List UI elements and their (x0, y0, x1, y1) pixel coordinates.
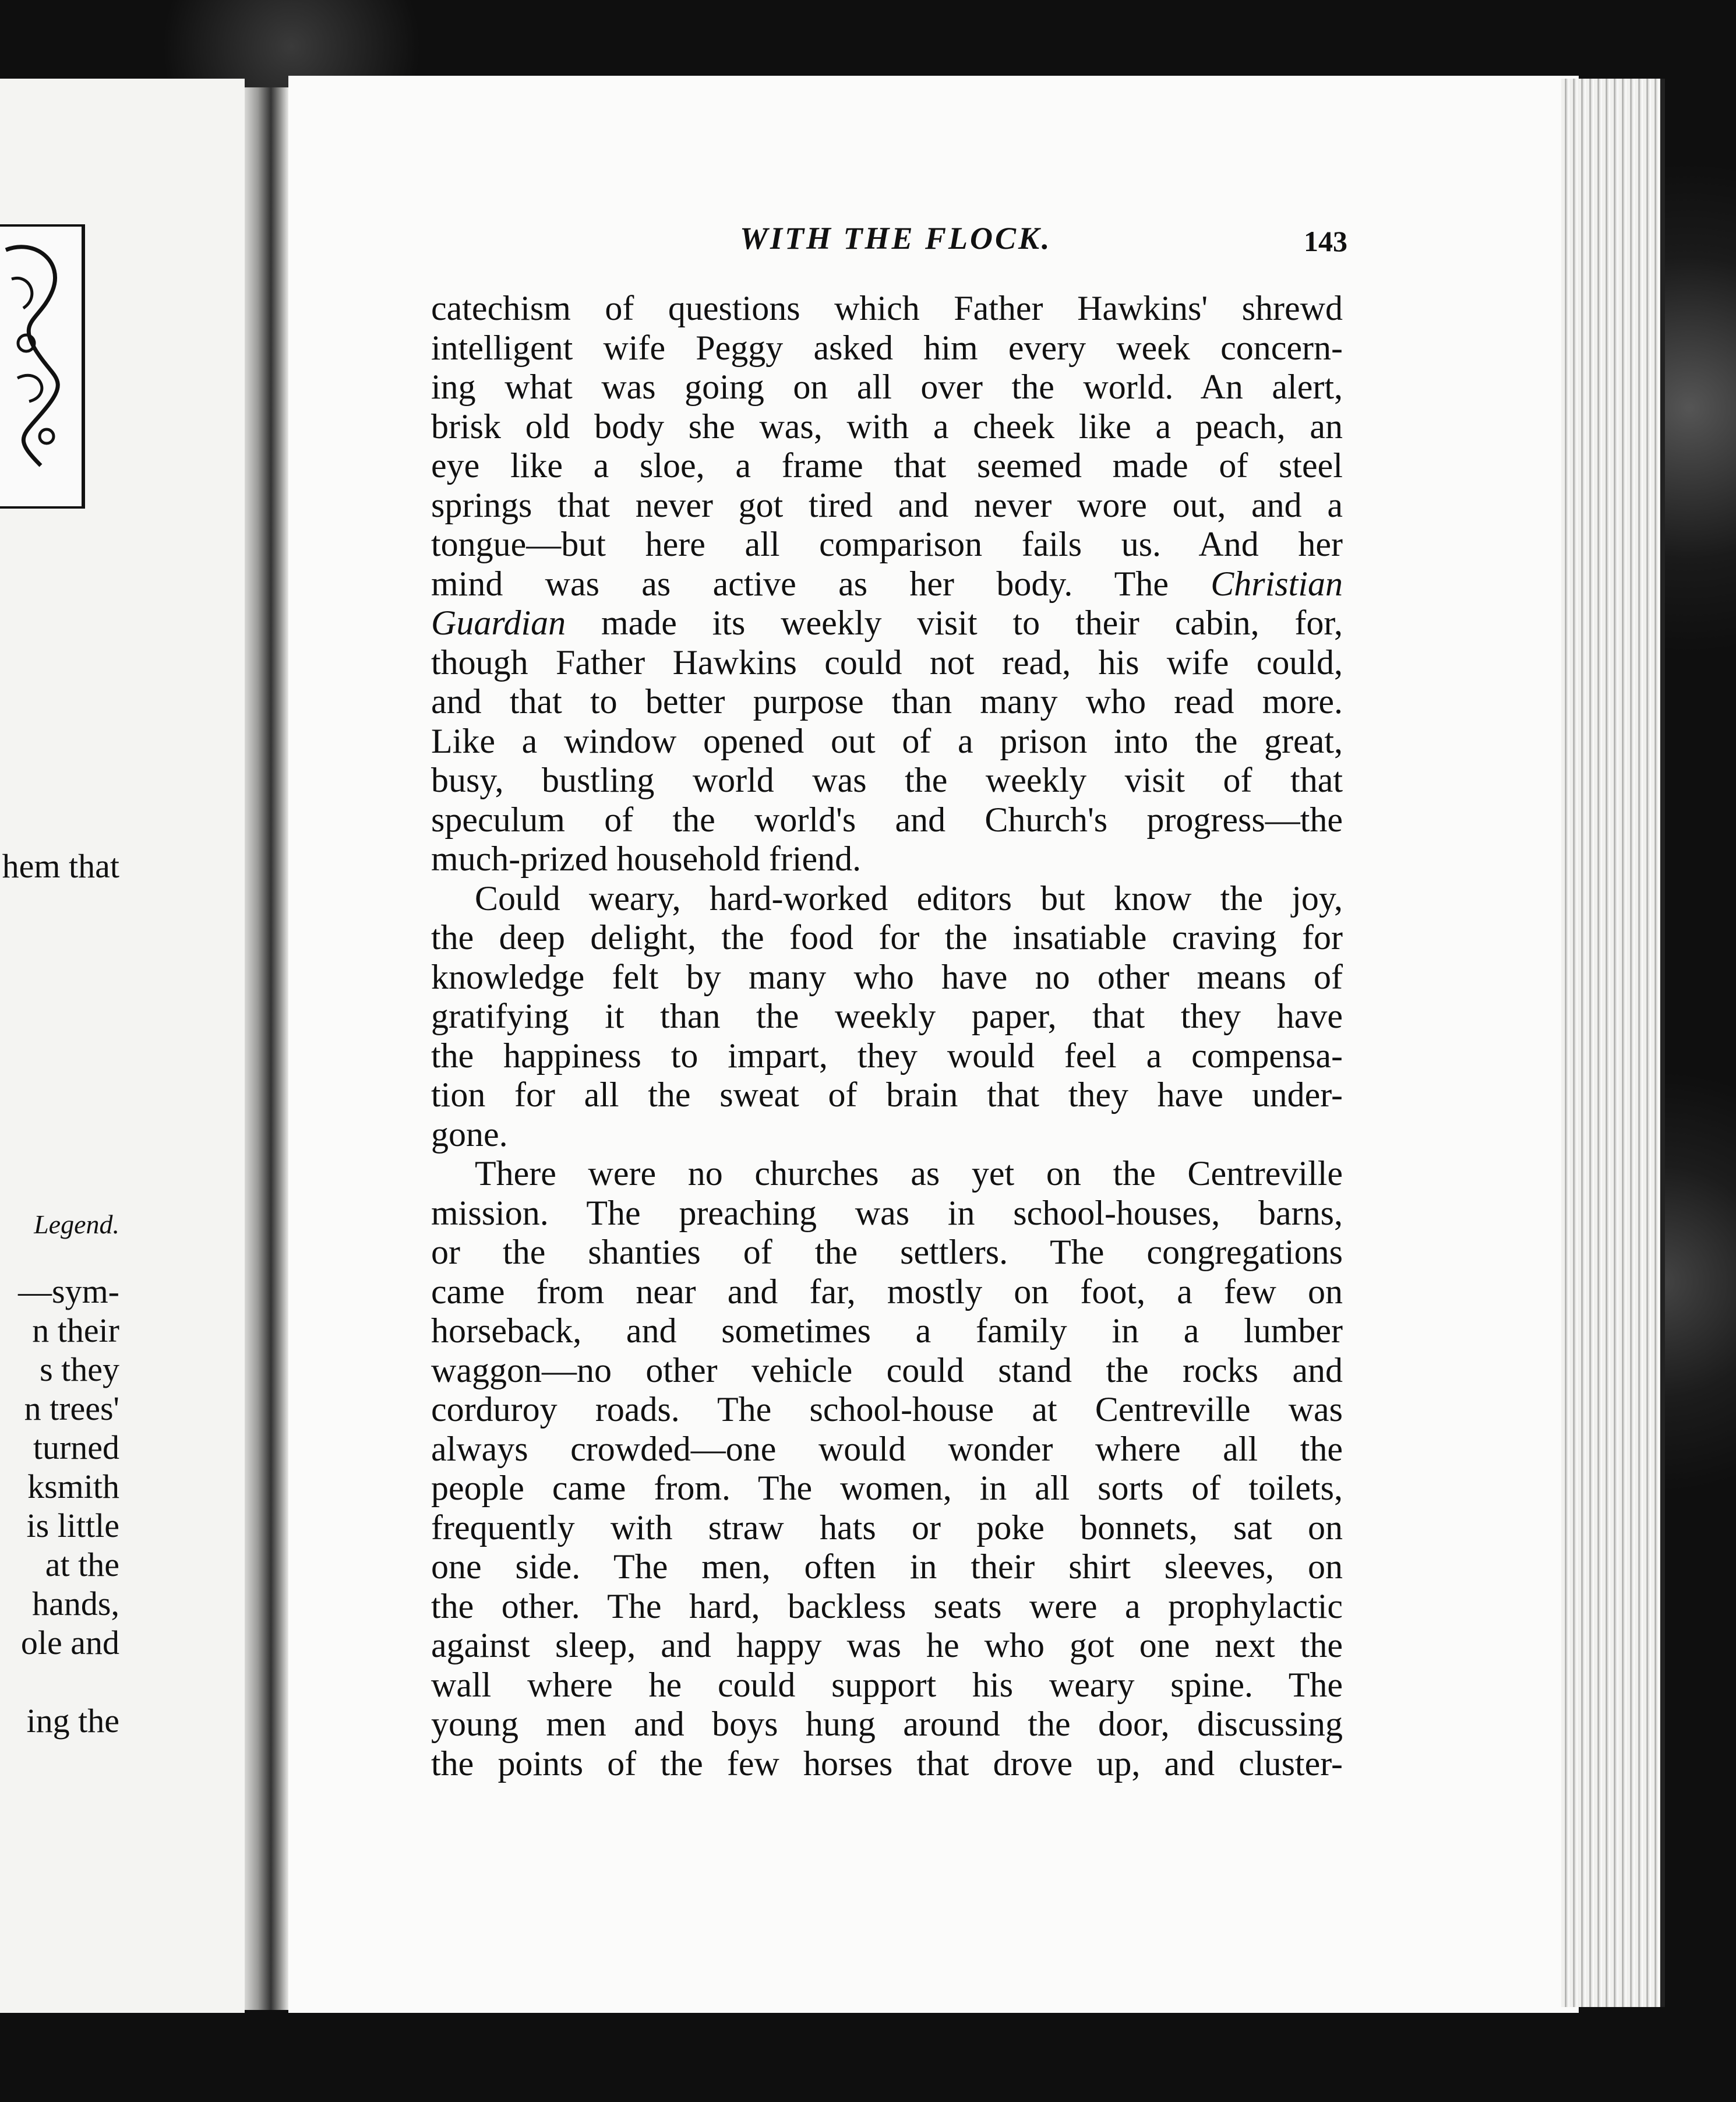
text-line: people came from. The women, in all sorts of toilets, (431, 1469, 1343, 1507)
text-line: eye like a sloe, a frame that seemed made of steel (431, 446, 1343, 485)
text-line: busy, bustling world was the weekly visit of that (431, 761, 1343, 799)
running-head: WITH THE FLOCK. (740, 221, 1052, 256)
text-line: springs that never got tired and never wore out, and a (431, 485, 1343, 524)
text-line: came from near and far, mostly on foot, a few on (431, 1272, 1343, 1311)
text-line: the happiness to impart, they would feel a compensa- (431, 1036, 1343, 1075)
text-line: and that to better purpose than many who read more. (431, 682, 1343, 721)
left-line: n their (32, 1311, 119, 1349)
italic-segment: Guardian (431, 604, 566, 642)
text-line: the points of the few horses that drove up, and cluster- (431, 1744, 1343, 1783)
text-line: brisk old body she was, with a cheek like a peach, an (431, 407, 1343, 446)
text-line: tongue—but here all comparison fails us. And her (431, 525, 1343, 563)
left-line: is little (26, 1507, 119, 1544)
text-segment: made its weekly visit to their cabin, for, (566, 604, 1343, 642)
left-line: ole and (20, 1624, 119, 1662)
left-line: ing the (26, 1702, 119, 1740)
text-segment: mind was as active as her body. The (431, 564, 1211, 603)
left-line: s they (40, 1350, 119, 1388)
text-line: catechism of questions which Father Hawkins' shrewd (431, 289, 1343, 327)
left-line: at the (45, 1546, 119, 1583)
text-line: corduroy roads. The school-house at Centreville was (431, 1390, 1343, 1429)
text-line: Like a window opened out of a prison into the great, (431, 721, 1343, 760)
text-line: much-prized household friend. (431, 840, 862, 878)
text-line: ing what was going on all over the world. An alert, (431, 368, 1343, 406)
left-line-legend: Legend. (34, 1209, 119, 1239)
text-line: or the shanties of the settlers. The congregations (431, 1233, 1343, 1271)
page-edges (1561, 79, 1665, 2007)
text-line: knowledge felt by many who have no other means of (431, 957, 1343, 996)
left-line: —sym- (18, 1272, 119, 1310)
text-line: mission. The preaching was in school-houses, barns, (431, 1193, 1343, 1232)
text-line (431, 565, 1343, 604)
text-line: young men and boys hung around the door, discussing (431, 1705, 1343, 1743)
left-line: ksmith (27, 1468, 119, 1505)
text-line: one side. The men, often in their shirt sleeves, on (431, 1547, 1343, 1586)
body-text (431, 289, 1343, 1783)
italic-segment: Christian (1211, 564, 1343, 603)
text-line: frequently with straw hats or poke bonnets, sat on (431, 1508, 1343, 1547)
text-line: tion for all the sweat of brain that they have under- (431, 1075, 1343, 1114)
text-line: intelligent wife Peggy asked him every week concern- (431, 328, 1343, 367)
ornament-frame (0, 224, 85, 509)
text-line: There were no churches as yet on the Centreville (475, 1154, 1343, 1193)
text-line: waggon—no other vehicle could stand the rocks and (431, 1350, 1343, 1389)
left-line: n trees' (24, 1389, 119, 1427)
page-number: 143 (1304, 225, 1347, 258)
text-line: against sleep, and happy was he who got one next the (431, 1626, 1343, 1664)
book-gutter (245, 87, 288, 2010)
text-line: the deep delight, the food for the insatiable craving for (431, 918, 1343, 957)
text-line: horseback, and sometimes a family in a lumber (431, 1311, 1343, 1350)
text-line: gratifying it than the weekly paper, that they have (431, 997, 1343, 1035)
text-line: Could weary, hard-worked editors but know the joy, (475, 879, 1343, 918)
text-line: always crowded—one would wonder where all the (431, 1429, 1343, 1468)
text-line: wall where he could support his weary spine. The (431, 1665, 1343, 1704)
text-line: gone. (431, 1115, 508, 1154)
left-line: hands, (32, 1585, 119, 1623)
left-line: hem that (2, 847, 119, 885)
text-line: speculum of the world's and Church's progress—the (431, 800, 1343, 839)
text-line: though Father Hawkins could not read, his wife could, (431, 643, 1343, 682)
text-line (431, 604, 1343, 643)
ornament-icon (0, 227, 76, 500)
left-line: turned (33, 1429, 119, 1466)
text-line: the other. The hard, backless seats were a prophylactic (431, 1586, 1343, 1625)
